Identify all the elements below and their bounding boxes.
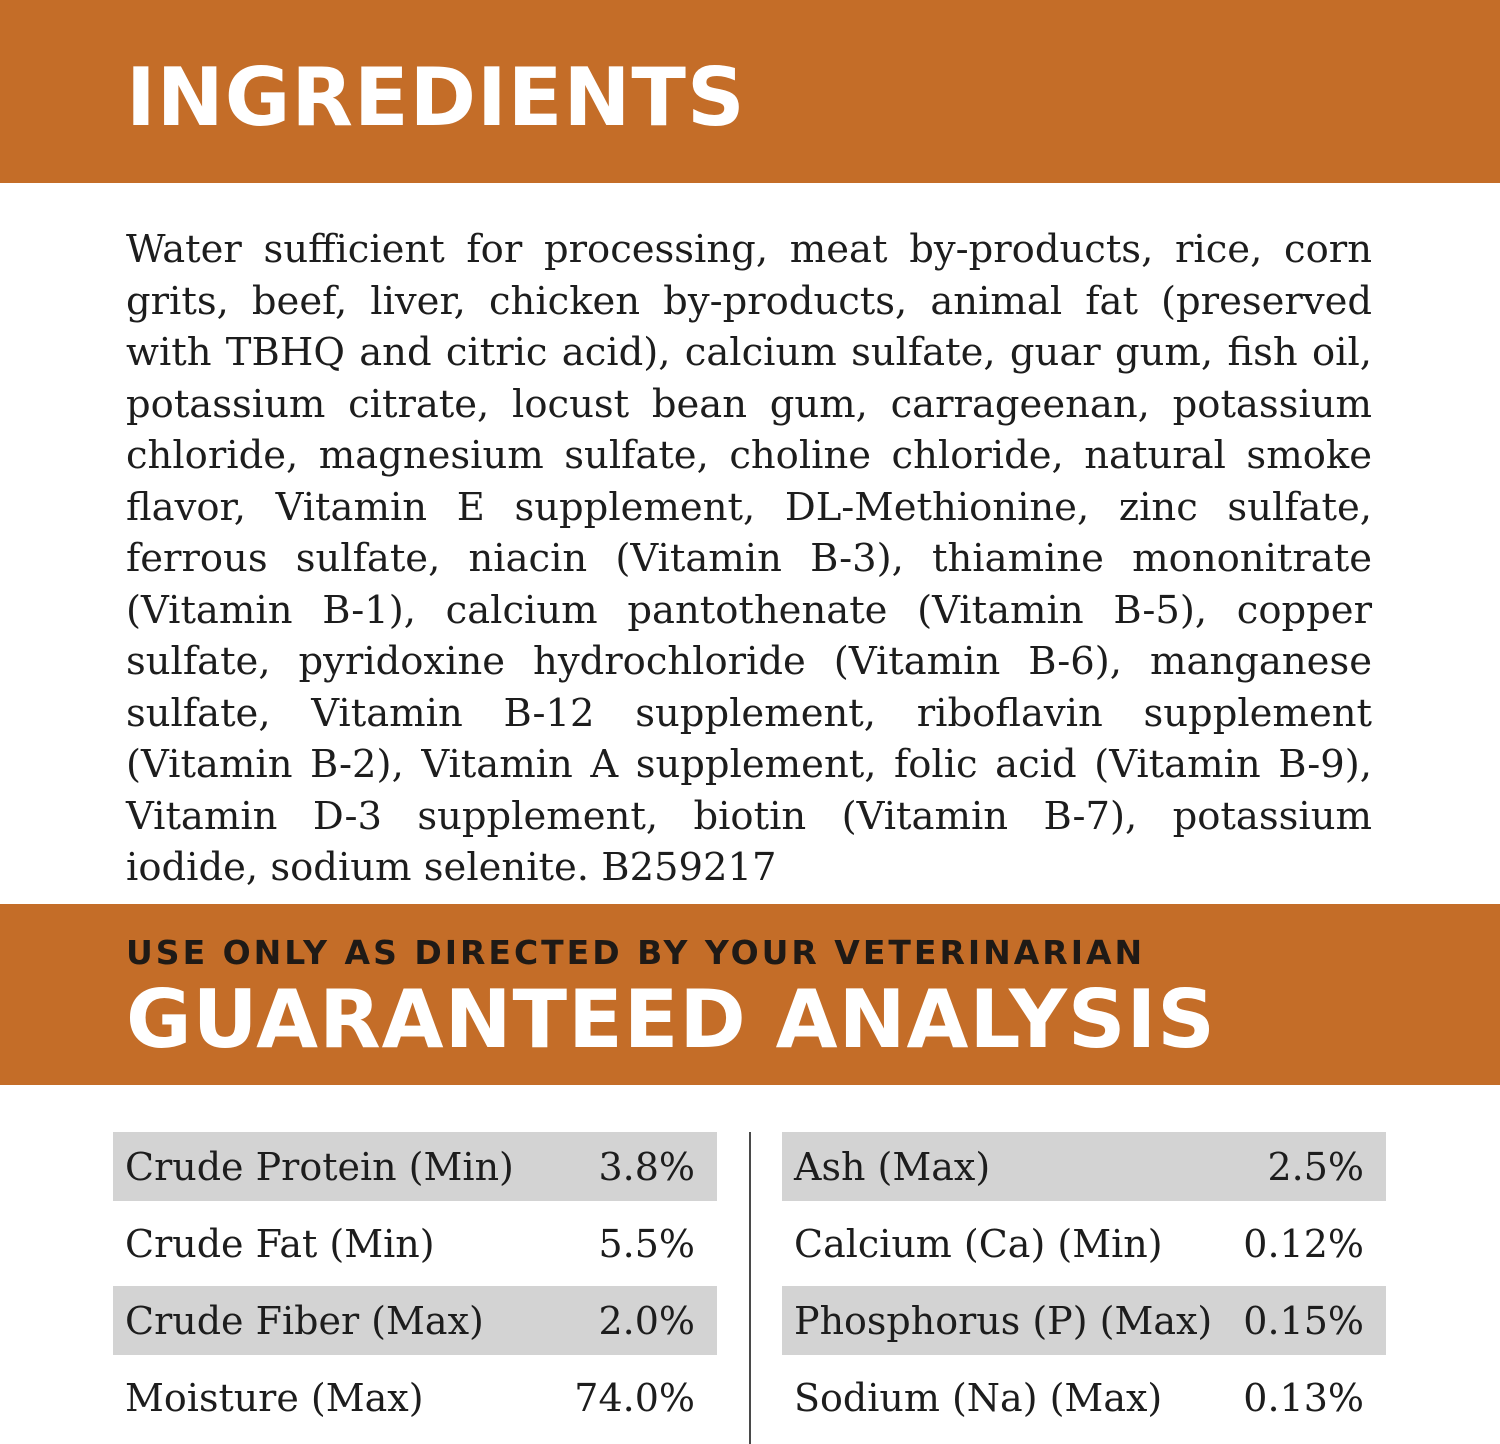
analysis-table-right [782,1132,1386,1440]
ingredients-list: Water sufficient for processing, meat by-products, rice, corn grits, beef, liver, chicken by-products, animal fat (preserved with TBHQ and citric acid), calcium sulfate, guar gum, fish oil, potassium citrate, locust bean gum, carrageenan, potassium chloride, magnesium sulfate, choline chloride, natural smoke flavor, Vitamin E supplement, DL-Methionine, zinc sulfate, ferrous sulfate, niacin (Vitamin B-3), thiamine mononitrate (Vitamin B-1), calcium pantothenate (Vitamin B-5), copper sulfate, pyridoxine hydrochloride (Vitamin B-6), manganese sulfate, Vitamin B-12 supplement, riboflavin supplement (Vitamin B-2), Vitamin A supplement, folic acid (Vitamin B-9), Vitamin D-3 supplement, biotin (Vitamin B-7), potassium iodide, sodium selenite. B259217 [126,227,1372,890]
guaranteed-analysis-heading: GUARANTEED ANALYSIS [126,973,1216,1066]
analysis-row [113,1363,717,1432]
analysis-value: 74.0% [574,1375,695,1420]
analysis-label: Moisture (Max) [125,1375,424,1420]
analysis-label: Crude Protein (Min) [125,1144,514,1189]
analysis-value: 2.0% [598,1298,695,1343]
analysis-value: 3.8% [598,1144,695,1189]
analysis-label: Ash (Max) [794,1144,991,1189]
analysis-row [113,1132,717,1201]
analysis-label: Crude Fiber (Max) [125,1298,484,1343]
analysis-label: Sodium (Na) (Max) [794,1375,1163,1420]
analysis-value: 0.12% [1243,1221,1364,1266]
analysis-row [782,1363,1386,1432]
analysis-row [113,1286,717,1355]
analysis-value: 2.5% [1267,1144,1364,1189]
analysis-value: 0.15% [1243,1298,1364,1343]
analysis-row [782,1209,1386,1278]
analysis-row [782,1286,1386,1355]
ingredients-header-band [0,0,1500,183]
analysis-table-left [113,1132,717,1440]
ingredients-heading: INGREDIENTS [126,51,746,144]
analysis-row [113,1209,717,1278]
analysis-label: Crude Fat (Min) [125,1221,435,1266]
analysis-value: 0.13% [1243,1375,1364,1420]
analysis-row [782,1132,1386,1201]
analysis-value: 5.5% [598,1221,695,1266]
column-divider [749,1132,751,1444]
analysis-label: Calcium (Ca) (Min) [794,1221,1163,1266]
veterinarian-directive: USE ONLY AS DIRECTED BY YOUR VETERINARIAN [126,933,1146,972]
analysis-label: Phosphorus (P) (Max) [794,1298,1213,1343]
